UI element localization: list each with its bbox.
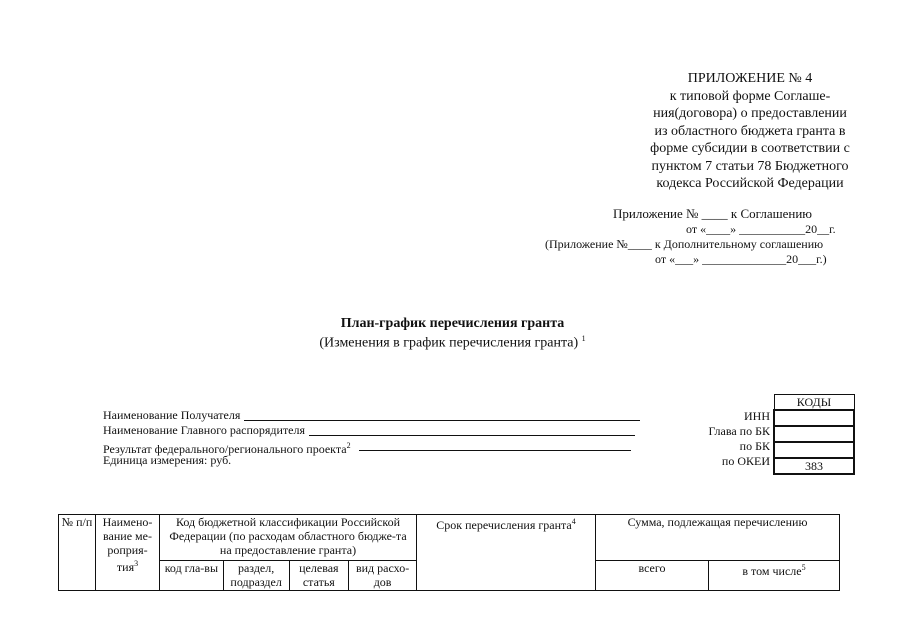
recipient-row xyxy=(103,408,640,423)
document-subtitle xyxy=(0,334,905,352)
appendix-line: ния(договора) о предоставлении xyxy=(653,106,847,121)
glava-label: Глава по БК xyxy=(708,424,770,438)
result-label xyxy=(103,438,351,456)
manager-field[interactable] xyxy=(309,423,635,436)
header-kbk-target: целевая статья xyxy=(289,561,349,591)
header-sum-incl-text: в том числе xyxy=(742,564,802,578)
reference-agreement-date: от «____» ___________20__г. xyxy=(686,222,836,236)
po-bk-label: по БК xyxy=(739,439,770,453)
codes-header: КОДЫ xyxy=(774,395,854,411)
result-field[interactable] xyxy=(359,438,631,451)
header-term-text: Срок перечисления гранта xyxy=(436,518,572,532)
header-term xyxy=(417,515,596,591)
inn-label: ИНН xyxy=(744,409,770,423)
glava-code-cell[interactable] xyxy=(774,426,854,442)
appendix-line: из областного бюджета гранта в xyxy=(654,123,846,139)
grant-schedule-table xyxy=(58,514,840,591)
document-title: План-график перечисления гранта xyxy=(340,316,565,331)
appendix-line: к типовой форме Соглаше- xyxy=(669,88,831,104)
result-row xyxy=(103,438,640,456)
recipient-field[interactable] xyxy=(244,408,640,421)
footnote-marker: 2 xyxy=(346,441,351,450)
footnote-marker: 5 xyxy=(801,563,806,572)
header-sum-total: всего xyxy=(596,561,709,591)
header-name-text: Наимено-вание ме-роприя-тия xyxy=(102,515,153,574)
okei-code-cell: 383 xyxy=(774,458,854,474)
header-name xyxy=(96,515,160,591)
unit-label: Единица измерения: руб. xyxy=(103,453,232,467)
header-kbk-vid: вид расхо-дов xyxy=(349,561,417,591)
header-kbk: Код бюджетной классификации Российской Федерации (по расходам областного бюдже-та на предоставление гранта) xyxy=(160,515,417,561)
appendix-line: ПРИЛОЖЕНИЕ № 4 xyxy=(687,71,813,86)
po-bk-code-cell[interactable] xyxy=(774,442,854,458)
header-kbk-glava: код гла-вы xyxy=(160,561,224,591)
header-sum: Сумма, подлежащая перечислению xyxy=(596,515,840,561)
inn-code-cell[interactable] xyxy=(774,410,854,426)
header-num: № п/п xyxy=(59,515,96,591)
manager-label: Наименование Главного распорядителя xyxy=(103,423,306,437)
appendix-line: кодекса Российской Федерации xyxy=(656,176,844,191)
codes-table xyxy=(773,394,855,475)
footnote-marker: 3 xyxy=(134,559,139,568)
appendix-line: форме субсидии в соответствии с xyxy=(650,141,850,156)
okei-label: по ОКЕИ xyxy=(721,454,770,468)
appendix-header xyxy=(600,70,900,193)
header-sum-incl xyxy=(709,561,840,591)
header-kbk-razdel: раздел, подраздел xyxy=(223,561,289,591)
unit-row xyxy=(103,453,640,468)
appendix-line: пунктом 7 статьи 78 Бюджетного xyxy=(651,158,849,174)
reference-additional-date: от «___» ______________20___г.) xyxy=(655,252,827,266)
reference-additional: (Приложение №____ к Дополнительному соглашению xyxy=(545,237,824,251)
manager-row xyxy=(103,423,640,438)
form-fields xyxy=(103,408,640,468)
footnote-marker: 1 xyxy=(581,334,586,343)
footnote-marker: 4 xyxy=(571,517,576,526)
result-label-text: Результат федерального/регионального проекта xyxy=(103,442,347,456)
reference-agreement: Приложение № ____ к Соглашению xyxy=(613,206,812,221)
recipient-label: Наименование Получателя xyxy=(103,408,241,422)
subtitle-text: (Изменения в график перечисления гранта) xyxy=(319,335,579,351)
